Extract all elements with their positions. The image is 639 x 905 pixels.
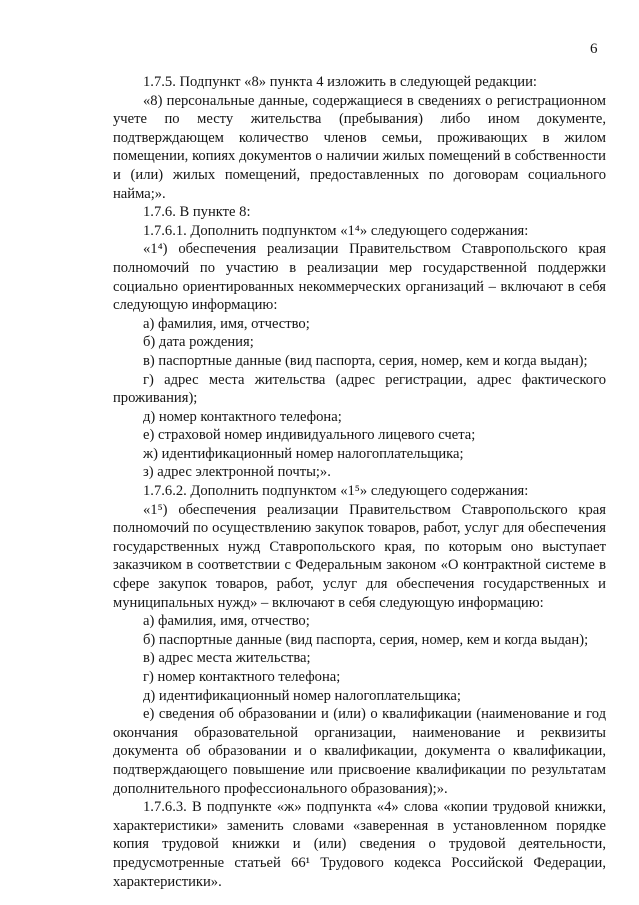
paragraph: 1.7.6.1. Дополнить подпунктом «1⁴» следующего содержания: bbox=[143, 222, 529, 239]
document-body bbox=[113, 73, 606, 891]
list-item: г) адрес места жительства (адрес регистрации, адрес фактического проживания); bbox=[113, 371, 606, 407]
list-item: е) сведения об образовании и (или) о квалификации (наименование и год окончания образовательной организации, наименование и реквизиты документа об образовании и о квалификации, документа о квалификации, подтверждающего повышение или присвоение квалификации по результатам дополнительного профессионального образования);». bbox=[113, 706, 606, 797]
list-item: а) фамилия, имя, отчество; bbox=[143, 315, 310, 332]
paragraph: «1⁵) обеспечения реализации Правительством Ставропольского края полномочий по осуществлению закупок товаров, работ, услуг для обеспечения государственных нужд Ставропольского края, по которым оно выступает заказчиком в соответствии с Федеральным законом «О контрактной системе в сфере закупок товаров, работ, услуг для обеспечения государственных и муниципальных нужд» – включают в себя следующую информацию: bbox=[113, 501, 606, 611]
paragraph: 1.7.6. В пункте 8: bbox=[143, 204, 251, 221]
paragraph: 1.7.5. Подпункт «8» пункта 4 изложить в следующей редакции: bbox=[143, 74, 537, 90]
list-item: ж) идентификационный номер налогоплательщика; bbox=[143, 445, 464, 462]
list-item: б) паспортные данные (вид паспорта, серия, номер, кем и когда выдан); bbox=[143, 631, 589, 648]
paragraph: 1.7.6.2. Дополнить подпунктом «1⁵» следующего содержания: bbox=[143, 483, 529, 500]
list-item: д) номер контактного телефона; bbox=[143, 408, 342, 425]
paragraph: 1.7.6.3. В подпункте «ж» подпункта «4» слова «копии трудовой книжки, характеристики» заменить словами «заверенная в установленном порядке копия трудовой книжки и (или) сведения о трудовой деятельности, предусмотренные статьей 66¹ Трудового кодекса Российской Федерации, характеристики». bbox=[113, 799, 606, 890]
paragraph: «8) персональные данные, содержащиеся в сведениях о регистрационном учете по месту жительства (пребывания) либо ином документе, подтверждающем количество членов семьи, проживающих в жилом помещении, копиях документов о наличии жилых помещений в собственности и (или) жилых помещений, предоставленных по договорам социального найма;». bbox=[113, 92, 606, 202]
list-item: а) фамилия, имя, отчество; bbox=[143, 613, 310, 630]
list-item: в) паспортные данные (вид паспорта, серия, номер, кем и когда выдан); bbox=[143, 352, 588, 369]
list-item: з) адрес электронной почты;». bbox=[143, 464, 331, 481]
list-item: б) дата рождения; bbox=[143, 334, 254, 351]
list-item: в) адрес места жительства; bbox=[143, 650, 311, 667]
list-item: г) номер контактного телефона; bbox=[143, 669, 341, 685]
page-number: 6 bbox=[590, 41, 598, 57]
list-item: е) страховой номер индивидуального лицевого счета; bbox=[143, 427, 476, 444]
paragraph: «1⁴) обеспечения реализации Правительством Ставропольского края полномочий по участию в реализации мер государственной поддержки социально ориентированных некоммерческих организаций – включают в себя следующую информацию: bbox=[113, 241, 606, 314]
list-item: д) идентификационный номер налогоплательщика; bbox=[143, 687, 461, 704]
